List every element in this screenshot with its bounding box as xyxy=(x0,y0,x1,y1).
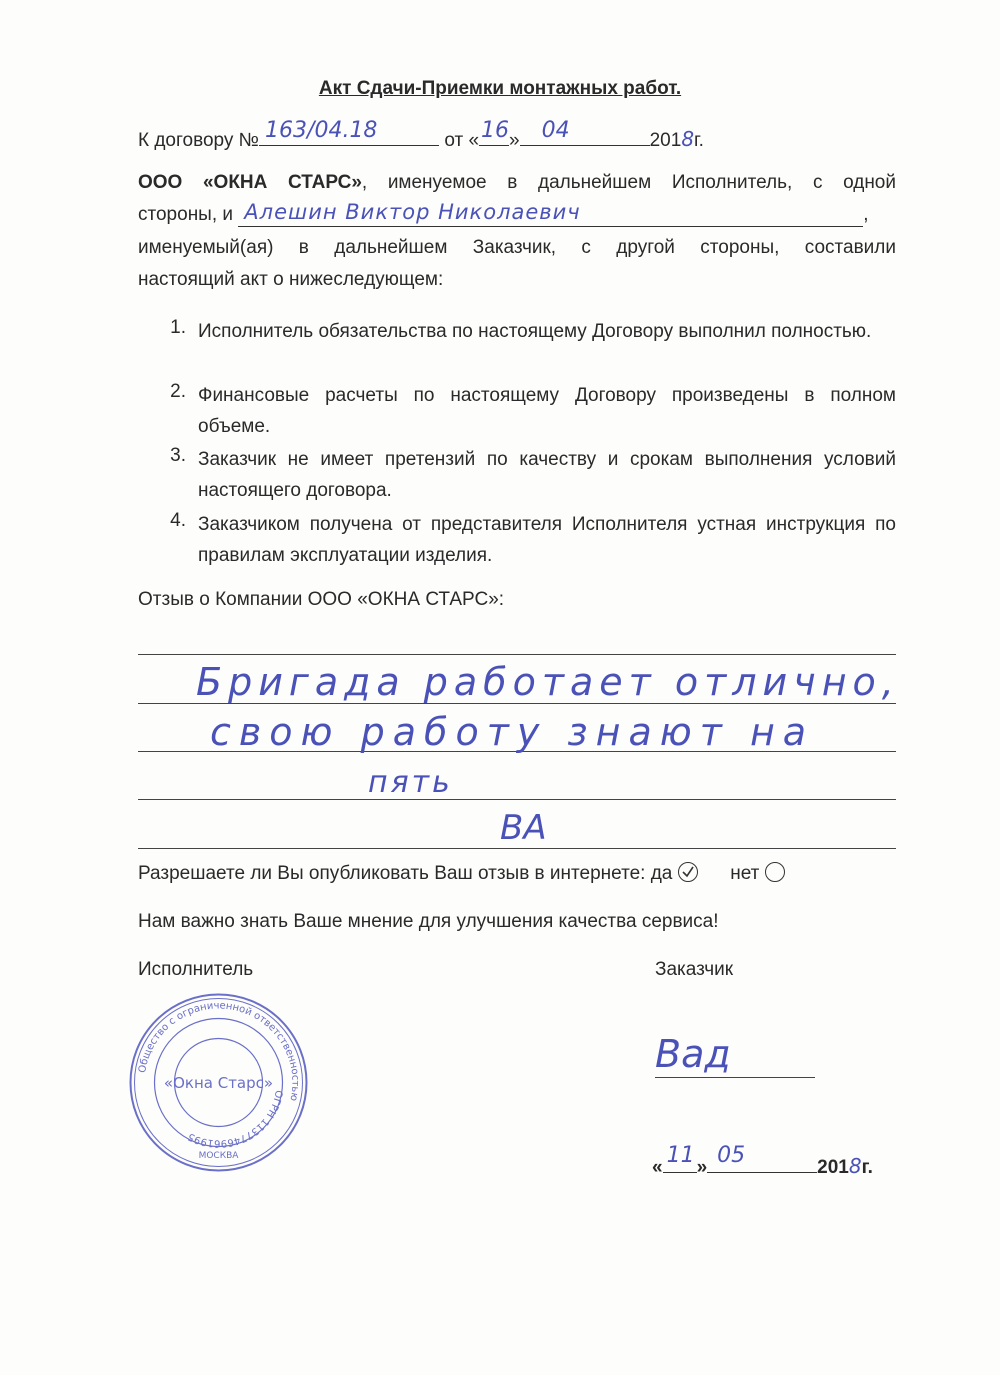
intro-company: ООО «ОКНА СТАРС» xyxy=(138,172,362,193)
contract-suffix: г. xyxy=(694,130,704,151)
contract-year-prefix: 201 xyxy=(649,130,682,151)
executor-label: Исполнитель xyxy=(138,959,254,980)
bottom-date xyxy=(652,1143,873,1180)
bottom-date-day: 11 xyxy=(666,1143,695,1168)
publish-question: Разрешаете ли Вы опубликовать Ваш отзыв в интернете: xyxy=(138,863,646,884)
publish-yes-label: да xyxy=(650,863,673,884)
item-text-1: Исполнитель обязательства по настоящему Договору выполнил полностью. xyxy=(198,321,872,342)
item-number-3: 3. xyxy=(170,445,186,466)
bottom-date-year-digit: 8 xyxy=(848,1154,862,1178)
publish-yes-radio[interactable] xyxy=(678,862,698,882)
review-handwritten-line-3: пять xyxy=(368,765,453,800)
intro-line-3 xyxy=(138,236,896,260)
intro-line3-text: именуемый(ая) в дальнейшем Заказчик, с другой стороны, составили xyxy=(138,237,896,258)
contract-day: 16 xyxy=(481,118,510,143)
bottom-date-open: « xyxy=(652,1157,663,1178)
item-text-2: Финансовые расчеты по настоящему Договору произведены в полном объеме. xyxy=(198,385,896,437)
review-initials: ВА xyxy=(500,808,547,848)
customer-name: Алешин Виктор Николаевич xyxy=(244,200,581,224)
item-text-3: Заказчик не имеет претензий по качеству и срокам выполнения условий настоящего договора. xyxy=(198,449,896,501)
stamp-city: МОСКВА xyxy=(198,1151,239,1161)
contract-line xyxy=(138,118,704,153)
service-note: Нам важно знать Ваше мнение для улучшения качества сервиса! xyxy=(138,911,719,932)
checkmark-icon xyxy=(679,863,697,881)
publish-no-label: нет xyxy=(730,863,760,884)
contract-prefix: К договору № xyxy=(138,130,260,151)
customer-signature-line xyxy=(655,1077,815,1078)
company-stamp xyxy=(126,990,311,1175)
item-number-4: 4. xyxy=(170,510,186,531)
stamp-center-text: «Окна Старс» xyxy=(163,1074,274,1092)
contract-number: 163/04.18 xyxy=(265,118,378,143)
bottom-date-suffix: г. xyxy=(861,1157,873,1178)
bottom-date-close: » xyxy=(696,1157,708,1178)
bottom-date-year-prefix: 201 xyxy=(817,1157,849,1178)
stamp-seal xyxy=(126,990,311,1175)
intro-line-1 xyxy=(138,171,896,195)
item-number-1: 1. xyxy=(170,317,186,338)
stamp-ring-text: Общество с ограниченной ответственностью xyxy=(137,1000,301,1102)
intro-line2-suffix: , xyxy=(863,204,869,225)
review-rule-5 xyxy=(138,848,896,849)
item-text-4: Заказчиком получена от представителя Исполнителя устная инструкция по правилам эксплуатации изделия. xyxy=(198,514,896,566)
intro-line-2 xyxy=(138,200,896,227)
intro-line1-rest: , именуемое в дальнейшем Исполнитель, с одной xyxy=(361,172,896,193)
review-rule-1 xyxy=(138,654,896,655)
review-rule-4 xyxy=(138,799,896,800)
review-handwritten-line-1: Бригада работает отлично, xyxy=(196,660,900,704)
stamp-ogrn-text: ОГРН 1137746961995 xyxy=(186,1089,285,1149)
publish-question-row xyxy=(138,862,785,886)
review-label: Отзыв о Компании ООО «ОКНА СТАРС»: xyxy=(138,589,505,610)
intro-line-4: настоящий акт о нижеследующем: xyxy=(138,269,444,290)
customer-label: Заказчик xyxy=(655,959,734,980)
intro-line2-prefix: стороны, и xyxy=(138,204,234,225)
publish-no-radio[interactable] xyxy=(765,862,785,882)
contract-month: 04 xyxy=(541,118,570,143)
document-title: Акт Сдачи-Приемки монтажных работ. xyxy=(318,78,682,99)
review-handwritten-line-2: свою работу знают на xyxy=(210,710,815,754)
contract-close-quote: » xyxy=(509,130,520,151)
contract-year-digit: 8 xyxy=(681,127,695,151)
item-number-2: 2. xyxy=(170,381,186,402)
contract-from-label: от « xyxy=(444,130,480,151)
customer-signature: Вад xyxy=(655,1032,731,1076)
bottom-date-month: 05 xyxy=(717,1143,746,1168)
